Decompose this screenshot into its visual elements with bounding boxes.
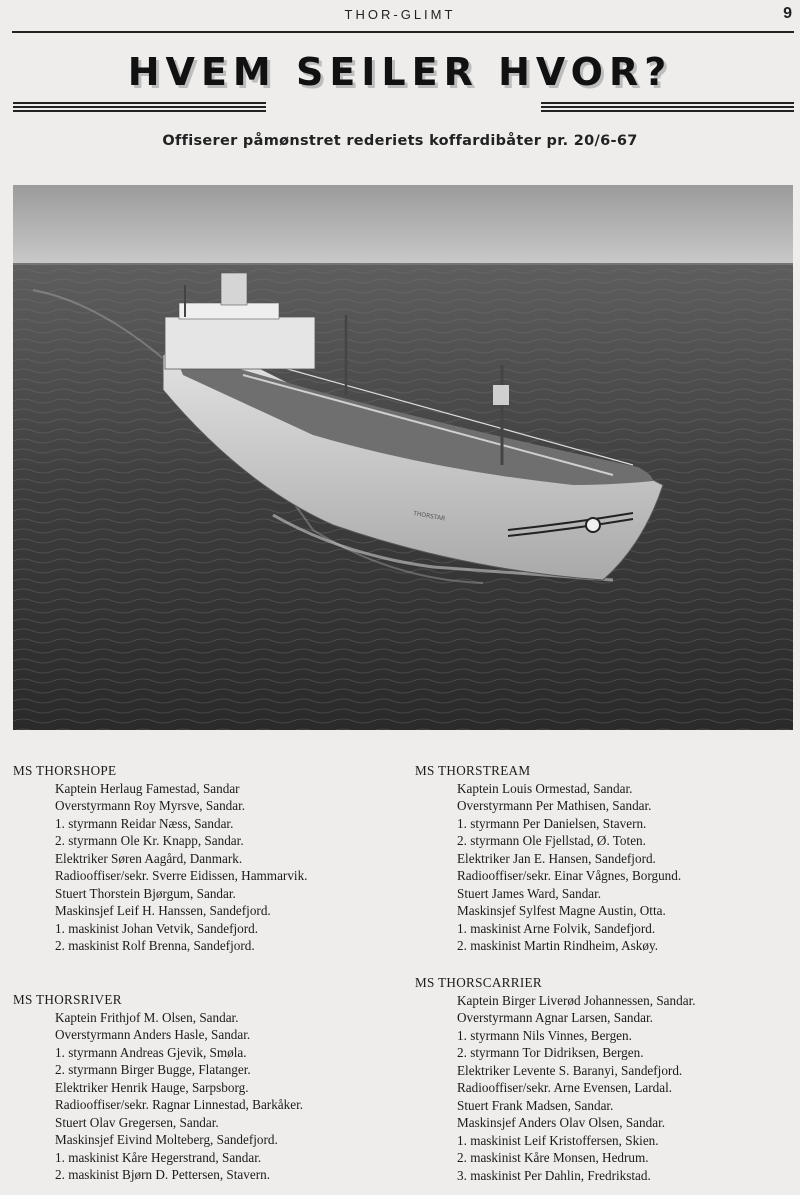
crew-member: 1. maskinist Arne Folvik, Sandefjord.: [457, 920, 656, 936]
crew-member: Maskinsjef Sylfest Magne Austin, Otta.: [457, 903, 666, 918]
crew-member: Radiooffiser/sekr. Einar Vågnes, Borgund.: [457, 868, 682, 883]
crew-member: 2. maskinist Rolf Brenna, Sandefjord.: [55, 938, 255, 953]
crew-list: [415, 780, 681, 955]
crew-list: [13, 1009, 303, 1184]
crew-member: 1. styrmann Reidar Næss, Sandar.: [55, 815, 234, 831]
sky: [13, 185, 793, 265]
crew-member: Maskinsjef Eivind Molteberg, Sandefjord.: [55, 1132, 278, 1147]
crew-member: Kaptein Birger Liverød Johannessen, Sandar.: [457, 992, 696, 1008]
tanker-photo: [13, 185, 793, 730]
bridge: [165, 317, 315, 369]
page-number: 9: [783, 5, 792, 22]
crew-member: Overstyrmann Anders Hasle, Sandar.: [55, 1027, 251, 1042]
crew-member: 3. maskinist Per Dahlin, Fredrikstad.: [457, 1167, 651, 1183]
crew-member: Stuert Olav Gregersen, Sandar.: [55, 1114, 219, 1130]
header-rule: [12, 31, 794, 33]
ship-block-thorshope: [13, 762, 307, 955]
ship-name: MS THORSTREAM: [415, 763, 531, 778]
crew-member: Kaptein Louis Ormestad, Sandar.: [457, 780, 633, 796]
crew-member: Elektriker Levente S. Baranyi, Sandefjord.: [457, 1062, 683, 1078]
crew-member: Maskinsjef Anders Olav Olsen, Sandar.: [457, 1115, 666, 1130]
crew-member: Maskinsjef Leif H. Hanssen, Sandefjord.: [55, 903, 271, 918]
running-head: THOR-GLIMT: [344, 7, 456, 22]
ship-name: MS THORSHOPE: [13, 763, 117, 778]
crew-member: Radiooffiser/sekr. Sverre Eidissen, Hammarvik.: [55, 868, 308, 883]
crew-member: 1. styrmann Andreas Gjevik, Smøla.: [55, 1044, 247, 1060]
crew-member: Elektriker Søren Aagård, Danmark.: [55, 850, 243, 866]
crew-member: 2. styrmann Tor Didriksen, Bergen.: [457, 1045, 644, 1060]
crew-member: 1. maskinist Johan Vetvik, Sandefjord.: [55, 920, 259, 936]
subtitle: Offiserer påmønstret rederiets koffardibåter pr. 20/6-67: [162, 133, 638, 149]
crew-member: 2. styrmann Ole Kr. Knapp, Sandar.: [55, 833, 244, 848]
crew-member: 2. maskinist Bjørn D. Pettersen, Stavern.: [55, 1167, 271, 1182]
crew-member: 1. styrmann Nils Vinnes, Bergen.: [457, 1027, 632, 1043]
crew-member: Radiooffiser/sekr. Arne Evensen, Lardal.: [457, 1080, 673, 1095]
crew-list: [13, 780, 307, 955]
crew-member: Radiooffiser/sekr. Ragnar Linnestad, Barkåker.: [55, 1097, 304, 1112]
crew-member: Kaptein Frithjof M. Olsen, Sandar.: [55, 1009, 239, 1025]
crew-member: Kaptein Herlaug Famestad, Sandar: [55, 780, 240, 796]
crew-member: 1. styrmann Per Danielsen, Stavern.: [457, 815, 647, 831]
crew-member: 2. styrmann Birger Bugge, Flatanger.: [55, 1062, 251, 1077]
ship-block-thorscarrier: [415, 974, 696, 1184]
ship-name: MS THORSRIVER: [13, 992, 122, 1007]
hull-lettering: THORSTAR: [412, 510, 446, 523]
crew-member: Stuert Thorstein Bjørgum, Sandar.: [55, 885, 236, 901]
crew-list: [415, 992, 696, 1185]
decorative-rule-left: [13, 102, 266, 113]
crew-member: Stuert Frank Madsen, Sandar.: [457, 1097, 614, 1113]
crew-member: 1. maskinist Kåre Hegerstrand, Sandar.: [55, 1149, 262, 1165]
decorative-rule-right: [541, 102, 794, 113]
crew-member: Stuert James Ward, Sandar.: [457, 885, 602, 901]
crew-member: Elektriker Jan E. Hansen, Sandefjord.: [457, 850, 656, 866]
crew-member: Overstyrmann Per Mathisen, Sandar.: [457, 798, 652, 813]
crew-member: Overstyrmann Roy Myrsve, Sandar.: [55, 798, 246, 813]
crew-member: Overstyrmann Agnar Larsen, Sandar.: [457, 1010, 653, 1025]
ship-block-thorsriver: [13, 991, 303, 1184]
ship-name: MS THORSCARRIER: [415, 975, 543, 990]
crew-member: 2. maskinist Kåre Monsen, Hedrum.: [457, 1150, 649, 1165]
crew-member: 2. maskinist Martin Rindheim, Askøy.: [457, 938, 658, 953]
ship-block-thorstream: [415, 762, 681, 955]
headline: HVEM SEILER HVOR?: [127, 50, 673, 94]
crew-member: 2. styrmann Ole Fjellstad, Ø. Toten.: [457, 833, 646, 848]
crew-member: 1. maskinist Leif Kristoffersen, Skien.: [457, 1132, 659, 1148]
crew-member: Elektriker Henrik Hauge, Sarpsborg.: [55, 1079, 249, 1095]
